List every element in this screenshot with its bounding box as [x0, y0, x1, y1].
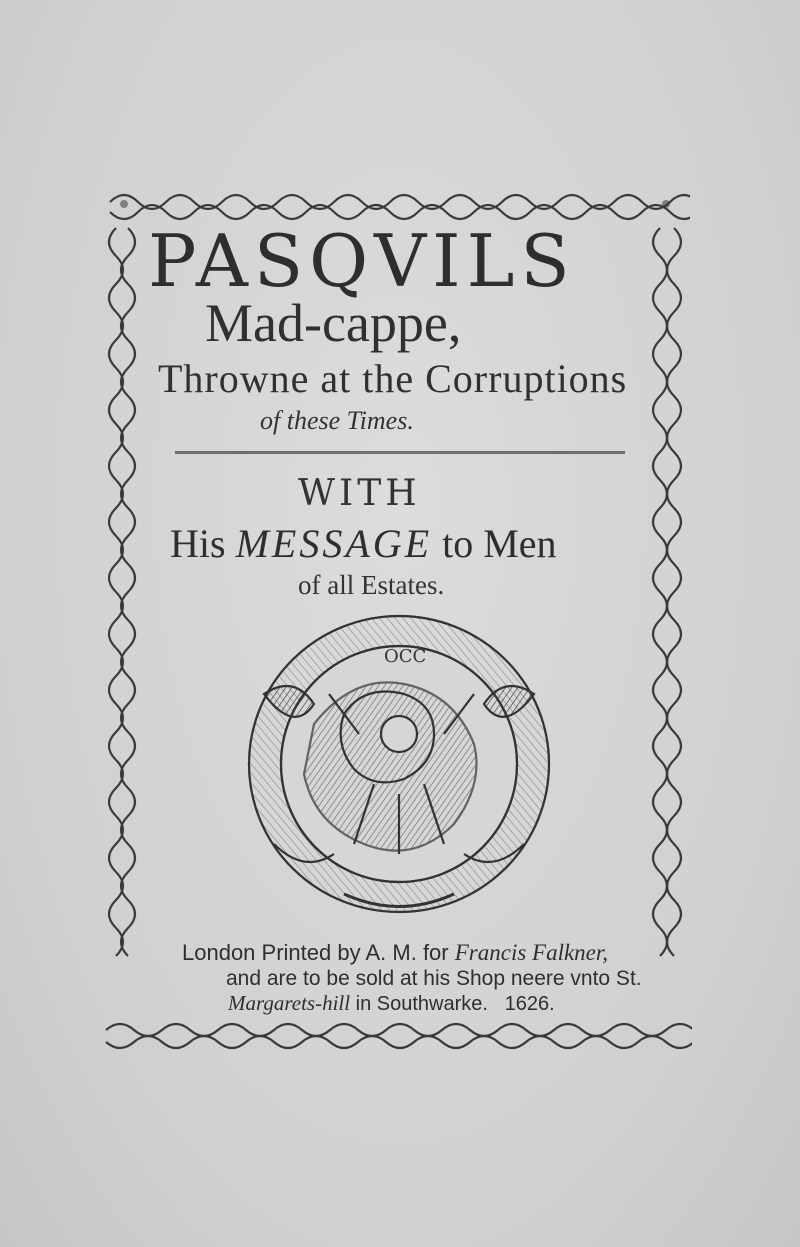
- imprint-line-3: [228, 993, 555, 1014]
- border-top-row: [110, 195, 690, 219]
- message-line: [170, 521, 557, 566]
- title-line-times: of these Times.: [260, 406, 414, 435]
- message-pre: His: [170, 521, 236, 566]
- woodcut-emblem-icon: [234, 604, 564, 922]
- ornamental-border-bottom: [98, 1018, 692, 1056]
- title-subtitle: Mad-cappe,: [205, 293, 462, 353]
- message-post: to Men: [432, 521, 557, 566]
- imprint-line-1: [182, 941, 608, 964]
- message-word: MESSAGE: [235, 521, 433, 566]
- horizontal-rule: [175, 451, 625, 454]
- imprint-pre: London Printed by: [182, 940, 366, 965]
- estates-line: of all Estates.: [298, 570, 445, 600]
- imprint-mid: for: [416, 940, 455, 965]
- imprint-bookseller: Francis Falkner,: [454, 940, 609, 965]
- imprint-line-2: and are to be sold at his Shop neere vnto St.: [226, 967, 642, 990]
- emblem-motto: OCC: [384, 646, 427, 667]
- border-right-column: [653, 228, 681, 956]
- border-left-column: [109, 228, 135, 956]
- title-line-corruptions: Throwne at the Corruptions: [158, 356, 628, 401]
- imprint-year: 1626.: [504, 993, 555, 1015]
- title-main: PASQVILS: [148, 219, 576, 303]
- imprint-place: Margarets-hill: [228, 991, 351, 1015]
- with-label: WITH: [298, 473, 421, 514]
- imprint-printer: A. M.: [365, 940, 417, 965]
- imprint-rest: in Southwarke.: [350, 993, 488, 1015]
